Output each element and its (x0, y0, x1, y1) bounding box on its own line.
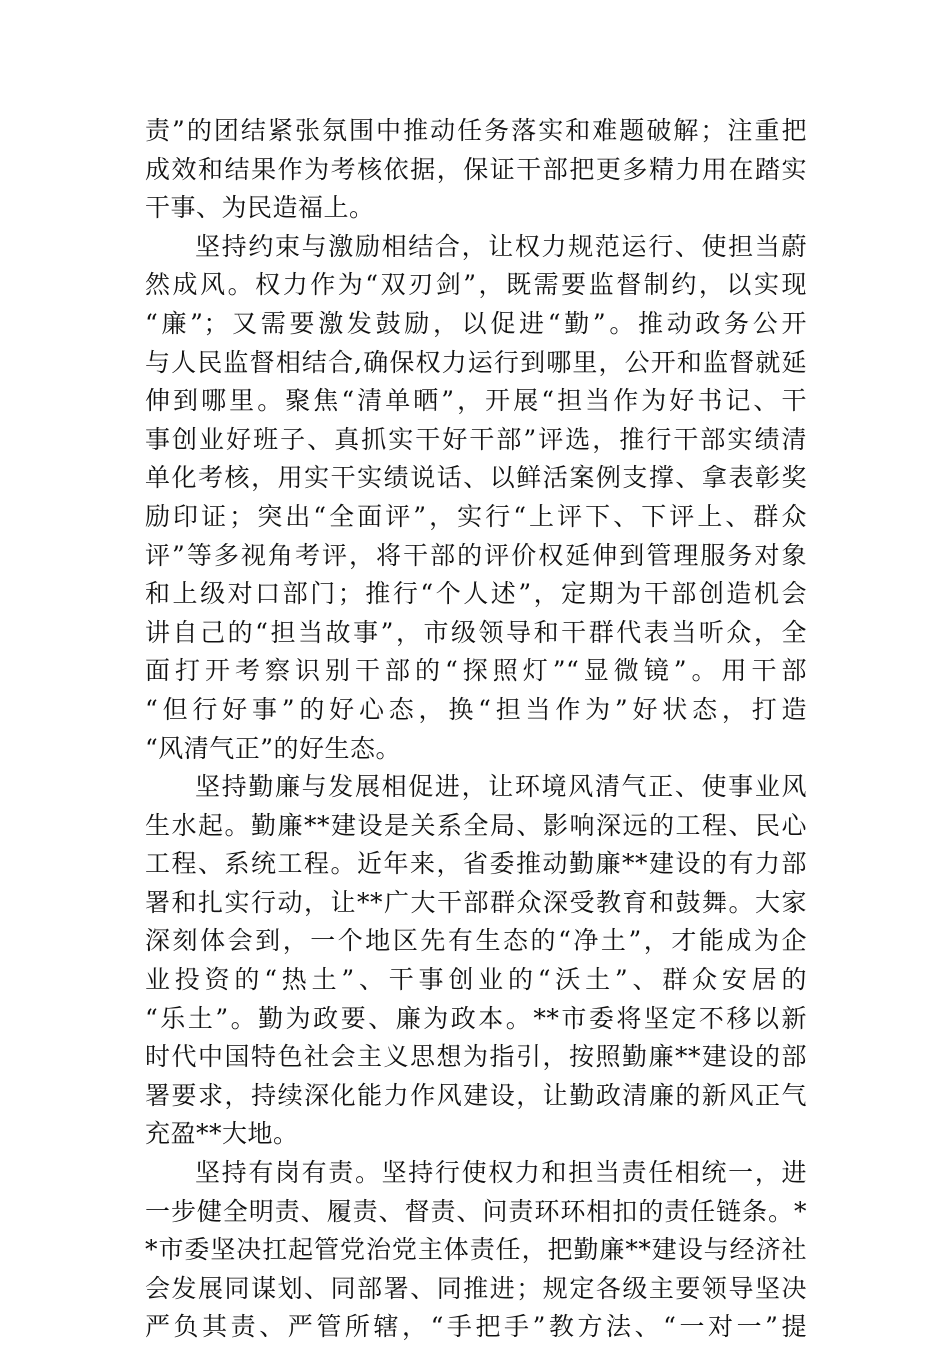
text-line: 严负其责、严管所辖，“手把手”教方法、“一对一”提 (145, 1312, 807, 1342)
text-line: 深刻体会到，一个地区先有生态的“净土”，才能成为企 (145, 926, 807, 956)
text-line: 生水起。勤廉**建设是关系全局、影响深远的工程、民心 (145, 810, 807, 840)
text-line: 充盈**大地。 (145, 1119, 299, 1149)
text-line: 署要求，持续深化能力作风建设，让勤政清廉的新风正气 (145, 1080, 807, 1110)
text-line: 面打开考察识别干部的“探照灯”“显微镜”。用干部 (145, 656, 807, 686)
text-line: “风清气正”的好生态。 (145, 733, 402, 763)
text-line: “但行好事”的好心态，换“担当作为”好状态，打造 (145, 694, 807, 724)
text-line: 和上级对口部门；推行“个人述”，定期为干部创造机会 (145, 579, 807, 609)
text-line: 一步健全明责、履责、督责、问责环环相扣的责任链条。* (145, 1196, 807, 1226)
text-line: 然成风。权力作为“双刃剑”，既需要监督制约，以实现 (145, 270, 807, 300)
text-line: 励印证；突出“全面评”，实行“上评下、下评上、群众 (145, 501, 807, 531)
text-line: 工程、系统工程。近年来，省委推动勤廉**建设的有力部 (145, 849, 807, 879)
text-line: 事创业好班子、真抓实干好干部”评选，推行干部实绩清 (145, 424, 807, 454)
text-line: 伸到哪里。聚焦“清单晒”，开展“担当作为好书记、干 (145, 386, 807, 416)
text-line: “乐土”。勤为政要、廉为政本。**市委将坚定不移以新 (145, 1003, 807, 1033)
text-line: 署和扎实行动，让**广大干部群众深受教育和鼓舞。大家 (145, 887, 807, 917)
text-line: 坚持约束与激励相结合，让权力规范运行、使担当蔚 (195, 231, 807, 261)
text-line: 会发展同谋划、同部署、同推进；规定各级主要领导坚决 (145, 1273, 807, 1303)
text-line: 与人民监督相结合,确保权力运行到哪里，公开和监督就延 (145, 347, 807, 377)
text-line: 干事、为民造福上。 (145, 193, 375, 223)
text-line: 坚持有岗有责。坚持行使权力和担当责任相统一，进 (195, 1158, 807, 1188)
text-line: “廉”；又需要激发鼓励，以促进“勤”。推动政务公开 (145, 308, 807, 338)
text-line: 坚持勤廉与发展相促进，让环境风清气正、使事业风 (195, 772, 807, 802)
text-line: 评”等多视角考评，将干部的评价权延伸到管理服务对象 (145, 540, 807, 570)
body-text (145, 112, 807, 1347)
text-line: 单化考核，用实干实绩说话、以鲜活案例支撑、拿表彰奖 (145, 463, 807, 493)
text-line: 业投资的“热土”、干事创业的“沃土”、群众安居的 (145, 965, 807, 995)
text-line: 讲自己的“担当故事”，市级领导和干群代表当听众，全 (145, 617, 807, 647)
text-line: 责”的团结紧张氛围中推动任务落实和难题破解；注重把 (145, 116, 807, 145)
text-line: *市委坚决扛起管党治党主体责任，把勤廉**建设与经济社 (145, 1235, 807, 1265)
text-line: 时代中国特色社会主义思想为指引，按照勤廉**建设的部 (145, 1042, 807, 1072)
text-line: 成效和结果作为考核依据，保证干部把更多精力用在踏实 (145, 154, 807, 184)
